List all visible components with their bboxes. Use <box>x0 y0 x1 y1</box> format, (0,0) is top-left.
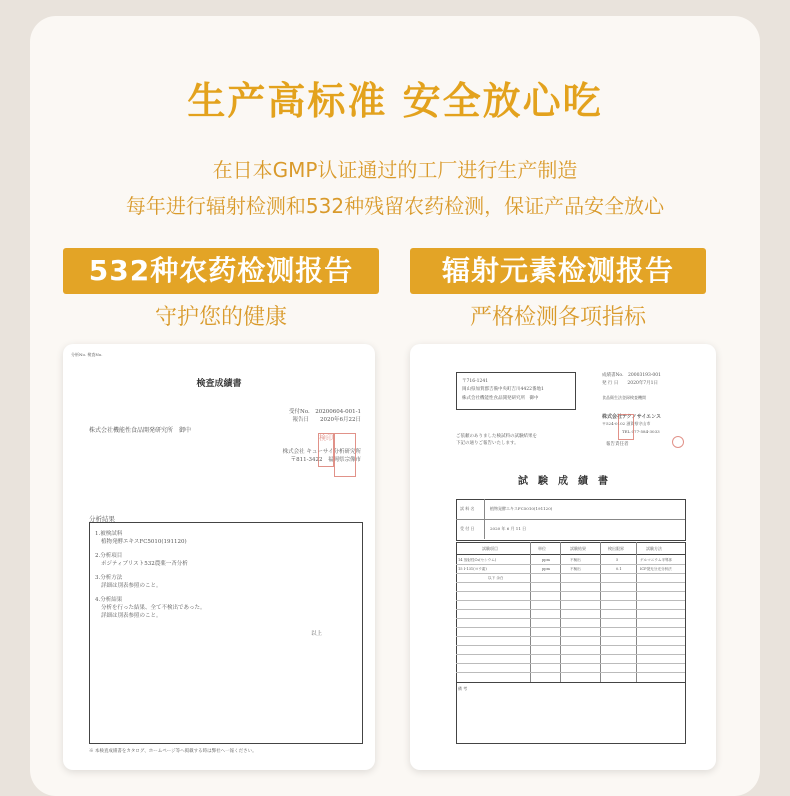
table-grid-row-line <box>456 654 685 655</box>
doc-item2-value: ポジティブリスト532農薬一斉分析 <box>101 561 188 567</box>
page-headline: 生产高标准 安全放心吃 <box>187 79 603 123</box>
doc-lab-address: 〒524-0102 滋賀県守山市 <box>602 421 651 426</box>
doc-item4-value2: 詳細は別表参照のこと。 <box>101 613 162 619</box>
doc-sample-col-divider <box>484 499 485 539</box>
doc-lab-company: 株式会社テクノサイエンス <box>602 414 662 420</box>
doc-item3-heading: 3.分析方法 <box>95 575 123 581</box>
table-row1-unit: ppm <box>542 558 551 562</box>
doc-corner-label: 分析No. 検査No. <box>71 352 103 357</box>
doc-title: 試 験 成 績 書 <box>518 476 608 487</box>
doc-item1-heading: 1.被検試料 <box>95 531 123 537</box>
doc-client: 株式会社機能性食品開発研究所 御中 <box>462 396 539 401</box>
doc-report-manager: 報告責任者 <box>606 442 629 447</box>
table-row1-result: 不検出 <box>570 558 581 562</box>
doc-report-date: 報告日 2020年6月22日 <box>292 417 361 423</box>
radiation-report-caption: 严格检测各项指标 <box>469 305 646 330</box>
doc-date-value: 2020 年 6 月 11 日 <box>490 526 527 531</box>
doc-table-remarks-rule <box>456 682 685 683</box>
doc-lab-tel: TEL 077-584-3033 <box>622 429 660 434</box>
table-row2-result: 不検出 <box>570 567 581 571</box>
doc-ref-no: 受付No. 20200604-001-1 <box>289 409 361 415</box>
doc-item2-heading: 2.分析項目 <box>95 553 123 559</box>
doc-postal: 〒716-1241 <box>462 379 489 384</box>
doc-client: 株式会社機能性食品開発研究所 御中 <box>89 427 192 434</box>
subline-testing: 每年进行辐射检测和532种残留农药检测，保证产品安全放心 <box>125 194 665 218</box>
company-seal <box>334 433 356 477</box>
table-row1-limit: 5 <box>616 558 619 562</box>
doc-item4-value1: 分析を行った結果、全て不検出であった。 <box>101 605 206 611</box>
doc-stamp: 検印 <box>318 433 334 467</box>
doc-end-mark: 以上 <box>311 631 323 637</box>
table-grid-row-line <box>456 663 685 664</box>
table-grid-row-line <box>456 609 685 610</box>
table-row2-item: 15 I-131(ヨウ素) <box>458 567 487 571</box>
col-header-limit: 検出限界 <box>608 546 624 551</box>
doc-intro-line1: ご依頼のありました検試料の試験結果を <box>456 434 537 439</box>
table-grid-row-line <box>456 582 685 583</box>
doc-intro-line2: 下記の通りご報告いたします。 <box>456 441 519 446</box>
table-row3-item: 以下 余白 <box>488 576 504 580</box>
col-header-unit: 単位 <box>538 546 546 551</box>
doc-issue-date: 発 行 日 2020年7月1日 <box>602 381 659 386</box>
pesticide-report-caption: 守护您的健康 <box>154 305 287 330</box>
doc-table-header-rule <box>456 554 685 555</box>
table-grid-row-line <box>456 564 685 565</box>
doc-section-title: 分析結果 <box>89 515 115 523</box>
subline-gmp: 在日本GMP认证通过的工厂进行生产制造 <box>212 158 578 182</box>
doc-item1-value: 植物発酵エキスFC5010(191120) <box>101 539 187 545</box>
table-grid-row-line <box>456 645 685 646</box>
doc-cert-no: 成績書No. 20003193-001 <box>602 373 662 378</box>
doc-sample-label: 試 料 名 <box>460 506 475 511</box>
radiation-report-document <box>410 344 716 770</box>
table-row2-unit: ppm <box>542 567 551 571</box>
table-grid-row-line <box>456 672 685 673</box>
doc-item3-value: 詳細は別表参照のこと。 <box>101 583 162 589</box>
doc-title: 検査成績書 <box>196 379 242 389</box>
pesticide-report-badge: 532种农药检测报告 <box>63 248 379 294</box>
table-row1-item: 14 放射性Cs(セシウム) <box>458 558 497 562</box>
table-grid-row-line <box>456 618 685 619</box>
table-grid-row-line <box>456 600 685 601</box>
lab-seal <box>618 414 634 440</box>
col-header-method: 試験方法 <box>646 546 662 551</box>
doc-table-col1 <box>530 542 531 682</box>
doc-table-col4 <box>636 542 637 682</box>
doc-client-address: 岡山県加賀郡吉備中央町吉川4422番地1 <box>462 387 544 392</box>
doc-table-col3 <box>600 542 601 682</box>
doc-sample-value: 植物発酵エキスFC5010(191120) <box>490 506 553 511</box>
table-row2-limit: 0.1 <box>616 567 622 571</box>
col-header-result: 試験結果 <box>570 546 586 551</box>
table-grid-row-line <box>456 627 685 628</box>
doc-lab-note: 食品衛生法登録検査機関 <box>602 395 646 400</box>
doc-item4-heading: 4.分析結果 <box>95 597 123 603</box>
table-row2-method: ICP発光分光分析法 <box>640 567 672 571</box>
doc-sample-divider <box>456 519 685 520</box>
doc-footer-note: ※ 本検査成績書をカタログ、ホームページ等へ掲載する時は弊社へ一報ください。 <box>89 749 257 754</box>
doc-date-label: 受 付 日 <box>460 526 475 531</box>
doc-issuer: 株式会社 キューサイ分析研究所 <box>282 449 361 455</box>
table-row1-method: ゲルマニウム半導体 <box>640 558 673 562</box>
doc-table-col2 <box>560 542 561 682</box>
table-grid-row-line <box>456 591 685 592</box>
pesticide-report-document <box>63 344 375 770</box>
radiation-report-badge: 辐射元素检测报告 <box>410 248 706 294</box>
table-grid-row-line <box>456 573 685 574</box>
manager-seal <box>672 436 684 448</box>
col-header-item: 試験項目 <box>482 546 498 551</box>
doc-remarks: 備 考 <box>458 686 468 691</box>
doc-address: 〒811-3422 福岡県宗像市 <box>290 457 361 463</box>
table-grid-row-line <box>456 636 685 637</box>
